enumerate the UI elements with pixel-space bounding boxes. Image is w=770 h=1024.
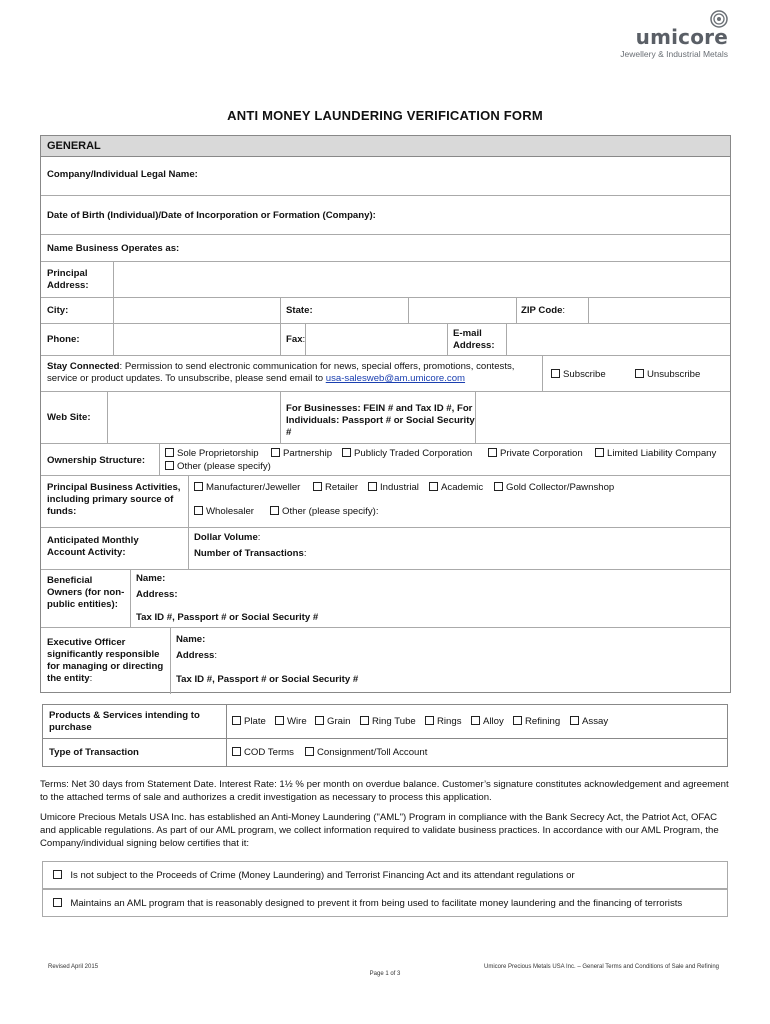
logo-wordmark: umicore [635, 25, 728, 49]
city-state-zip-row [41, 297, 730, 323]
executive-address-label[interactable]: Address: [176, 650, 218, 661]
dba-row[interactable] [41, 234, 730, 261]
fax-input[interactable] [306, 324, 446, 356]
executive-officer-label: Executive Officer significantly responsible for managing or directing the entity: [47, 637, 164, 684]
monthly-activity-row [41, 527, 730, 569]
product-grain[interactable]: Grain [315, 716, 350, 728]
product-plate[interactable]: Plate [232, 716, 266, 728]
zip-label: ZIP Code: [521, 305, 566, 316]
footer-page-number: Page 1 of 3 [369, 971, 401, 977]
phone-label: Phone: [47, 334, 80, 345]
beneficial-name-label[interactable]: Name: [136, 573, 166, 584]
logo-tagline: Jewellery & Industrial Metals [620, 49, 728, 59]
fax-label: Fax: [286, 334, 306, 345]
activity-other[interactable]: Other (please specify): [270, 506, 379, 518]
principal-address-label: Principal Address: [47, 268, 89, 291]
general-header: GENERAL [41, 136, 730, 157]
certification-2-text: Maintains an AML program that is reasonably designed to prevent it from being used to facilitate money laundering and the financing of terrorists [70, 898, 683, 909]
ownership-sole-proprietorship[interactable]: Sole Proprietorship [165, 448, 259, 460]
activity-wholesaler[interactable]: Wholesaler [194, 506, 254, 518]
state-input[interactable] [409, 298, 515, 324]
dob-label: Date of Birth (Individual)/Date of Incorporation or Formation (Company): [47, 210, 376, 221]
phone-fax-email-row [41, 323, 730, 355]
executive-name-label[interactable]: Name: [176, 634, 206, 645]
beneficial-taxid-label[interactable]: Tax ID #, Passport # or Social Security # [136, 612, 319, 623]
stay-connected-row [41, 355, 730, 391]
stay-connected-text: Stay Connected: Permission to send electronic communication for news, special offers, promotions, contests, service or product updates. To unsubscribe, please send email to usa-salesweb@am.umicore.com [47, 361, 515, 384]
product-assay[interactable]: Assay [570, 716, 608, 728]
legal-name-row[interactable] [41, 157, 730, 195]
number-of-transactions-label[interactable]: Number of Transactions: [194, 548, 307, 559]
activity-manufacturer[interactable]: Manufacturer/Jeweller [194, 482, 300, 494]
certification-1[interactable] [42, 861, 728, 889]
transaction-type-label: Type of Transaction [49, 747, 139, 758]
beneficial-owners-row [41, 569, 730, 627]
products-table [42, 704, 728, 767]
unsubscribe-email-link[interactable]: usa-salesweb@am.umicore.com [325, 373, 466, 384]
fein-label: For Businesses: FEIN # and Tax ID #, For Individuals: Passport # or Social Security # [286, 403, 475, 438]
website-fein-row [41, 391, 730, 443]
product-rings[interactable]: Rings [425, 716, 462, 728]
product-alloy[interactable]: Alloy [471, 716, 504, 728]
principal-address-input[interactable] [114, 262, 730, 298]
certification-1-text: Is not subject to the Proceeds of Crime (Money Laundering) and Terrorist Financing Act and its attendant regulations or [70, 870, 575, 881]
activity-retailer[interactable]: Retailer [313, 482, 358, 494]
beneficial-owners-label: Beneficial Owners (for non-public entities): [47, 575, 125, 610]
ownership-label: Ownership Structure: [47, 455, 146, 466]
products-label: Products & Services intending to purchase [49, 710, 200, 733]
ownership-other[interactable]: Other (please specify) [165, 461, 271, 473]
ownership-llc[interactable]: Limited Liability Company [595, 448, 716, 460]
legal-name-label: Company/Individual Legal Name: [47, 169, 198, 180]
monthly-activity-label: Anticipated Monthly Account Activity: [47, 535, 139, 558]
ownership-public-corp[interactable]: Publicly Traded Corporation [342, 448, 472, 460]
umicore-swirl-icon [710, 10, 728, 28]
aml-program-paragraph: Umicore Precious Metals USA Inc. has established an Anti-Money Laundering ("AML") Program in compliance with the Bank Secrecy Act, the Patriot Act, OFAC and applicable regulations. As part of our AML program, we collect information required to validate business practices. In accordance with our AML Program, the Company/individual signing below certifies that it: [40, 812, 719, 849]
ownership-row [41, 443, 730, 475]
executive-officer-row [41, 627, 730, 693]
activity-academic[interactable]: Academic [429, 482, 483, 494]
certification-2[interactable] [42, 889, 728, 917]
transaction-cod[interactable]: COD Terms [232, 747, 294, 759]
executive-taxid-label[interactable]: Tax ID #, Passport # or Social Security # [176, 674, 359, 685]
phone-input[interactable] [114, 324, 279, 356]
principal-address-row [41, 261, 730, 297]
website-label: Web Site: [47, 412, 91, 423]
terms-paragraph: Terms: Net 30 days from Statement Date. Interest Rate: 1½ % per month on overdue balance. Customer’s signature constitutes acknowledgement and agreement to the attached terms of sale and authorizes a credit investigation as necessary to process this application. [40, 779, 729, 803]
product-wire[interactable]: Wire [275, 716, 307, 728]
zip-input[interactable] [589, 298, 730, 324]
dob-row[interactable] [41, 195, 730, 234]
product-ring-tube[interactable]: Ring Tube [360, 716, 416, 728]
city-input[interactable] [114, 298, 279, 324]
email-label: E-mail Address: [453, 328, 495, 351]
activity-industrial[interactable]: Industrial [368, 482, 419, 494]
city-label: City: [47, 305, 69, 316]
activities-row [41, 475, 730, 527]
footer-terms-title: Umicore Precious Metals USA Inc. – General Terms and Conditions of Sale and Refining [483, 964, 719, 970]
unsubscribe-checkbox[interactable]: Unsubscribe [635, 369, 700, 381]
beneficial-address-label[interactable]: Address: [136, 589, 178, 600]
product-refining[interactable]: Refining [513, 716, 560, 728]
fein-input[interactable] [476, 392, 730, 444]
transaction-consignment[interactable]: Consignment/Toll Account [305, 747, 427, 759]
ownership-private-corp[interactable]: Private Corporation [488, 448, 583, 460]
email-input[interactable] [507, 324, 730, 356]
activities-label: Principal Business Activities, including primary source of funds: [47, 482, 181, 517]
website-input[interactable] [108, 392, 280, 444]
activity-gold-collector[interactable]: Gold Collector/Pawnshop [494, 482, 614, 494]
dollar-volume-label[interactable]: Dollar Volume: [194, 532, 261, 543]
subscribe-checkbox[interactable]: Subscribe [551, 369, 606, 381]
dba-label: Name Business Operates as: [47, 243, 180, 254]
state-label: State: [286, 305, 313, 316]
form-title: ANTI MONEY LAUNDERING VERIFICATION FORM [227, 108, 543, 123]
ownership-partnership[interactable]: Partnership [271, 448, 332, 460]
general-section [40, 135, 731, 693]
umicore-logo [598, 12, 728, 59]
footer-revised: Revised April 2015 [48, 964, 99, 970]
